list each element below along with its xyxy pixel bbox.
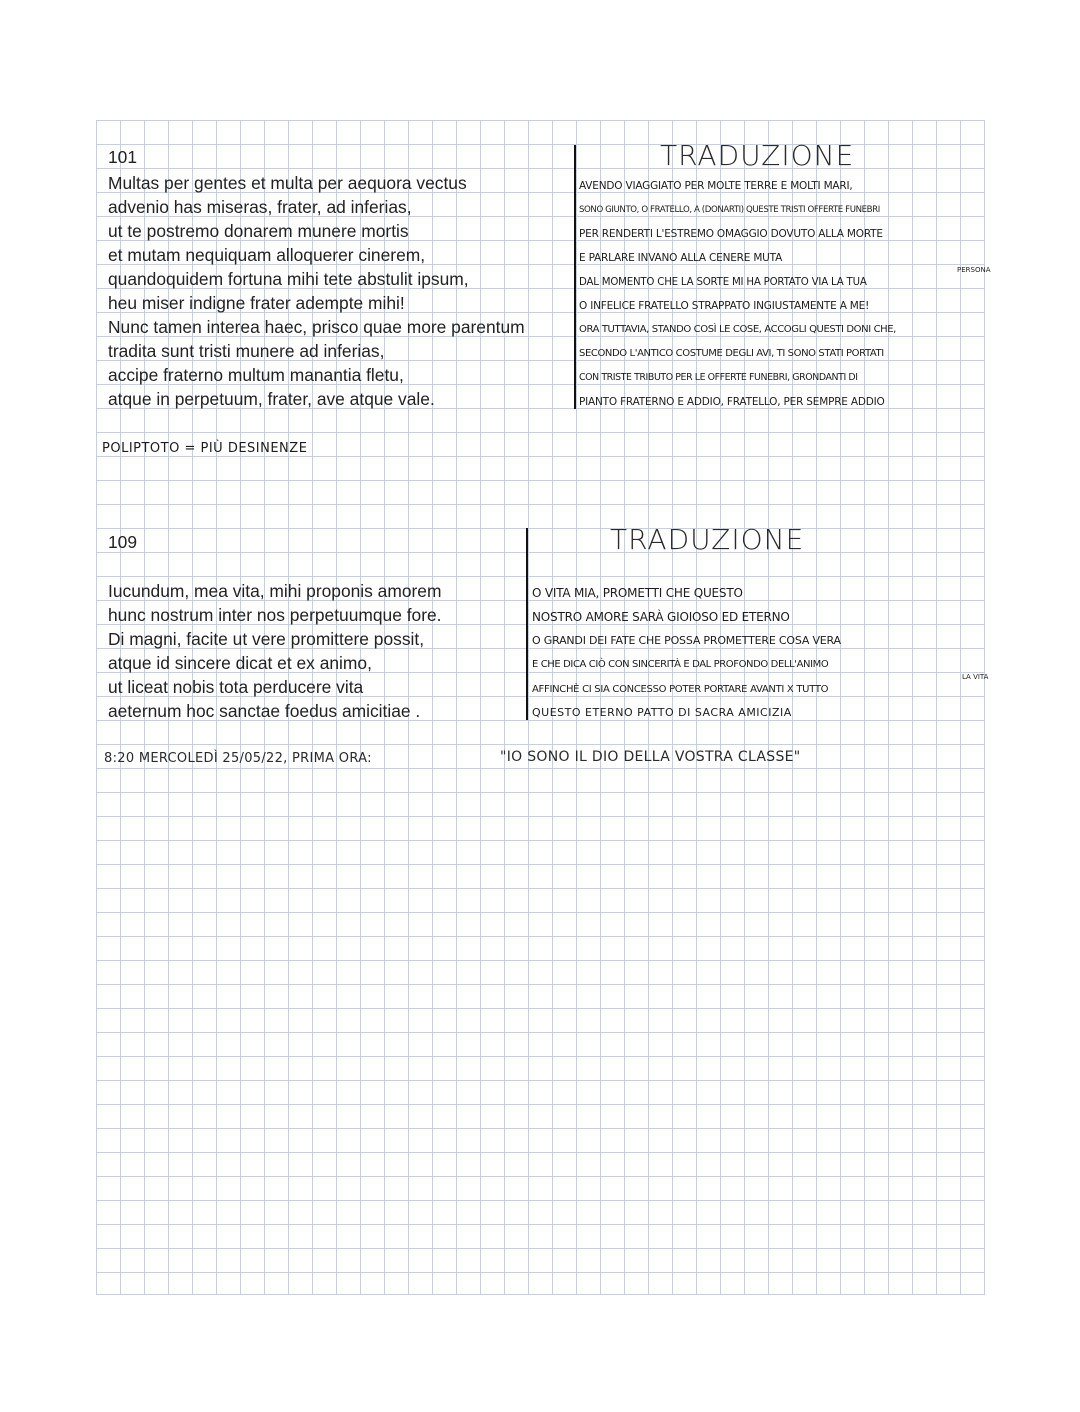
translation-line: [532, 673, 989, 701]
translation-line: SONO GIUNTO, O FRATELLO, A (DONARTI) QUESTE TRISTI OFFERTE FUNEBRI: [579, 205, 880, 215]
translation-line: E PARLARE INVANO ALLA CENERE MUTA: [579, 252, 783, 264]
latin-line: Di magni, facite ut vere promittere possit,: [108, 629, 425, 649]
superscript-note: LA VITA: [962, 673, 989, 681]
latin-line: hunc nostrum inter nos perpetuumque fore.: [108, 605, 442, 625]
translation-line: ORA TUTTAVIA, STANDO COSÌ LE COSE, ACCOGLI QUESTI DONI CHE,: [579, 324, 896, 335]
poem-101-number: 101: [108, 147, 138, 167]
latin-line: tradita sunt tristi munere ad inferias,: [108, 341, 385, 361]
translation-line: NOSTRO AMORE SARÀ GIOIOSO ED ETERNO: [532, 610, 790, 624]
translation-line: PER RENDERTI L'ESTREMO OMAGGIO DOVUTO ALLA MORTE: [579, 228, 883, 240]
latin-line: ut liceat nobis tota perducere vita: [108, 677, 364, 697]
translation-line: CON TRISTE TRIBUTO PER LE OFFERTE FUNEBRI, GRONDANTI DI: [579, 372, 858, 383]
translation-line: E CHE DICA CIÒ CON SINCERITÀ E DAL PROFONDO DELL'ANIMO: [532, 659, 829, 670]
latin-line: atque id sincere dicat et ex animo,: [108, 653, 372, 673]
poem-101-translation: [579, 174, 991, 414]
translation-line: [579, 266, 991, 294]
latin-line: quandoquidem fortuna mihi tete abstulit ipsum,: [108, 269, 469, 289]
translation-line: PIANTO FRATERNO E ADDIO, FRATELLO, PER SEMPRE ADDIO: [579, 396, 885, 408]
translation-line: AVENDO VIAGGIATO PER MOLTE TERRE E MOLTI MARI,: [579, 180, 853, 192]
poliptoto-note: POLIPTOTO = PIÙ DESINENZE: [102, 441, 308, 456]
translation-line: O GRANDI DEI FATE CHE POSSA PROMETTERE COSA VERA: [532, 634, 841, 647]
translation-line: O INFELICE FRATELLO STRAPPATO INGIUSTAMENTE A ME!: [579, 300, 870, 312]
latin-line: atque in perpetuum, frater, ave atque vale.: [108, 389, 435, 409]
latin-line: Nunc tamen interea haec, prisco quae more parentum: [108, 317, 525, 337]
latin-line: accipe fraterno multum manantia fletu,: [108, 365, 404, 385]
translation-line: SECONDO L'ANTICO COSTUME DEGLI AVI, TI SONO STATI PORTATI: [579, 348, 884, 359]
latin-line: ut te postremo donarem munere mortis: [108, 221, 409, 241]
poem-101-divider-line: [574, 145, 576, 409]
poem-109-latin-text: [108, 579, 442, 723]
poem-109-translation: [532, 581, 989, 725]
poem-101-latin-text: [108, 171, 525, 411]
quote-note: "IO SONO IL DIO DELLA VOSTRA CLASSE": [500, 749, 801, 765]
translation-line-text: AFFINCHÈ CI SIA CONCESSO POTER PORTARE AVANTI X TUTTO: [532, 684, 829, 695]
latin-line: advenio has miseras, frater, ad inferias,: [108, 197, 412, 217]
latin-line: aeternum hoc sanctae foedus amicitiae .: [108, 701, 421, 721]
poem-101-translation-title: TRADUZIONE: [660, 139, 855, 172]
latin-line: heu miser indigne frater adempte mihi!: [108, 293, 405, 313]
poem-109-translation-title: TRADUZIONE: [610, 523, 805, 556]
latin-line: et mutam nequiquam alloquerer cinerem,: [108, 245, 426, 265]
translation-line-text: DAL MOMENTO CHE LA SORTE MI HA PORTATO VIA LA TUA: [579, 277, 867, 288]
poem-109-number: 109: [108, 532, 138, 552]
latin-line: Iucundum, mea vita, mihi proponis amorem: [108, 581, 442, 601]
poem-109-divider-line: [526, 528, 528, 720]
latin-line: Multas per gentes et multa per aequora vectus: [108, 173, 467, 193]
date-note: 8:20 MERCOLEDÌ 25/05/22, PRIMA ORA:: [104, 751, 372, 766]
translation-line: O VITA MIA, PROMETTI CHE QUESTO: [532, 586, 743, 600]
superscript-note: PERSONA: [957, 266, 991, 274]
translation-line: QUESTO ETERNO PATTO DI SACRA AMICIZIA: [532, 706, 792, 719]
